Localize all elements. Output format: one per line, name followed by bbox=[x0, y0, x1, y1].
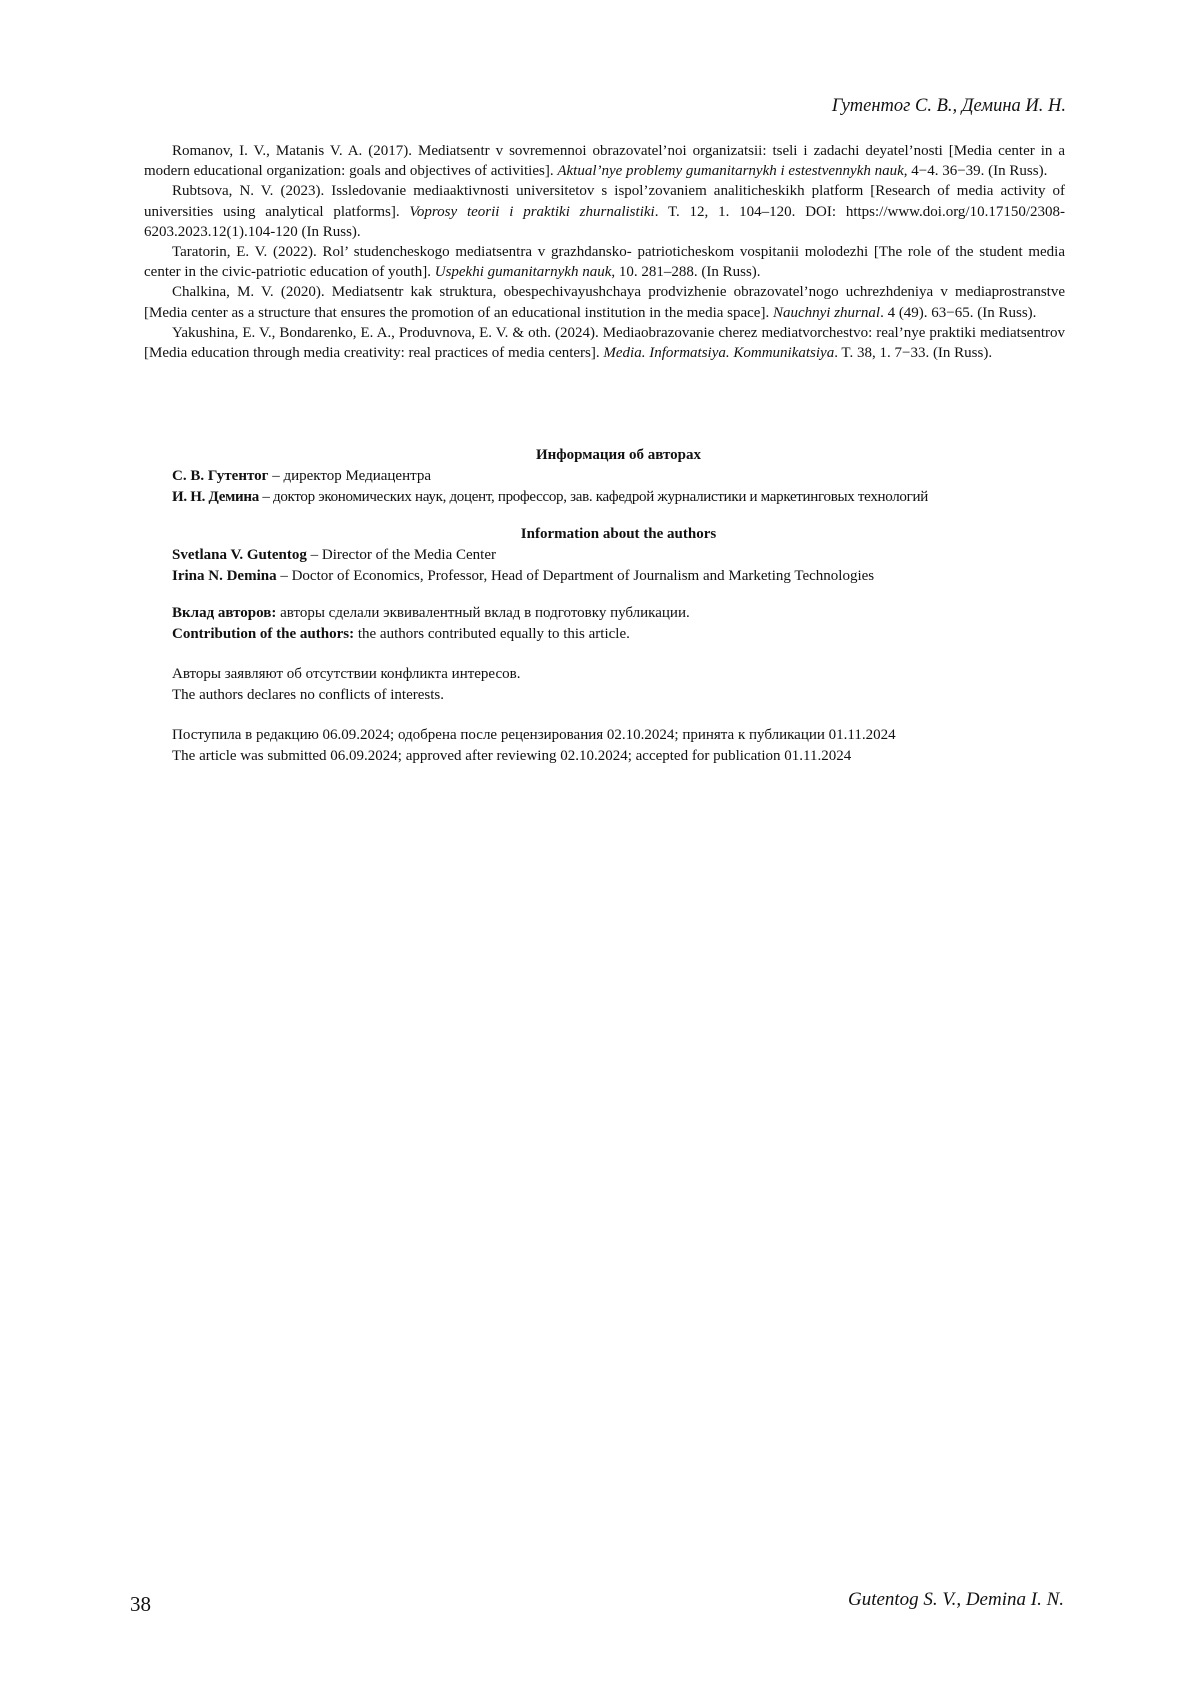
conflicts-block bbox=[172, 664, 1065, 706]
reference-text: Taratorin, E. V. (2022). Rol’ studencheskogo mediatsentra v grazhdansko- patrioticheskom vospitanii molodezhi [The role of the student media center in the civic-patriotic education of youth]. bbox=[144, 244, 1065, 281]
contribution-en-label: Contribution of the authors: bbox=[172, 626, 355, 642]
reference-text: Romanov, I. V., Matanis V. A. (2017). Mediatsentr v sovremennoi obrazovatel’noi organizatsii: tseli i zadachi deyatel’nosti [Media center in a modern educational organization: goals and objectives of activities]. bbox=[144, 143, 1065, 180]
reference-text: Chalkina, M. V. (2020). Mediatsentr kak struktura, obespechivayushchaya prodvizhenie obrazovatel’nogo uchrezhdeniya v mediaprostranstve [Media center as a structure that ensures the promotion of an educational institution in the media space]. bbox=[144, 284, 1065, 321]
reference-item bbox=[144, 242, 1065, 282]
reference-journal: Uspekhi gumanitarnykh nauk bbox=[434, 264, 612, 281]
reference-list bbox=[144, 141, 1065, 363]
reference-journal: Nauchnyi zhurnal bbox=[772, 304, 881, 321]
author-entry bbox=[172, 566, 1065, 587]
reference-details: . T. 12, 1. 104–120. DOI: https://www.doi.org/10.17150/2308-6203.2023.12(1).104-120 (In Russ). bbox=[144, 203, 1065, 240]
author-name: Irina N. Demina bbox=[172, 568, 277, 584]
reference-details: , 10. 281–288. (In Russ). bbox=[611, 264, 761, 281]
author-entry bbox=[172, 466, 1065, 487]
reference-item bbox=[144, 181, 1065, 242]
contribution-ru-label: Вклад авторов: bbox=[172, 605, 277, 621]
reference-journal: Voprosy teorii i praktiki zhurnalistiki bbox=[409, 203, 655, 220]
dates-en: The article was submitted 06.09.2024; approved after reviewing 02.10.2024; accepted for publication 01.11.2024 bbox=[172, 748, 852, 764]
author-entry bbox=[172, 487, 1065, 508]
reference-item bbox=[144, 323, 1065, 363]
author-description: – Doctor of Economics, Professor, Head of Department of Journalism and Marketing Technologies bbox=[276, 568, 875, 584]
contribution-block bbox=[172, 603, 1065, 645]
author-name: И. Н. Демина bbox=[172, 489, 259, 505]
reference-details: . T. 38, 1. 7−33. (In Russ). bbox=[834, 345, 993, 362]
reference-journal: Aktual’nye problemy gumanitarnykh i estestvennykh nauk bbox=[557, 163, 904, 180]
contribution-en bbox=[172, 624, 1065, 645]
reference-details: . 4 (49). 63−65. (In Russ). bbox=[880, 304, 1037, 321]
contribution-ru bbox=[172, 603, 1065, 624]
author-info-ru bbox=[172, 445, 1065, 508]
dates-block bbox=[172, 725, 1065, 767]
footer-authors: Gutentog S. V., Demina I. N. bbox=[847, 1589, 1064, 1610]
contribution-en-text: the authors contributed equally to this article. bbox=[354, 626, 630, 642]
author-description: – директор Медиацентра bbox=[268, 468, 432, 484]
contribution-ru-text: авторы сделали эквивалентный вклад в подготовку публикации. bbox=[276, 605, 690, 621]
conflicts-en: The authors declares no conflicts of interests. bbox=[172, 687, 444, 703]
reference-item bbox=[144, 282, 1065, 322]
reference-item bbox=[144, 141, 1065, 181]
dates-ru: Поступила в редакцию 06.09.2024; одобрена после рецензирования 02.10.2024; принята к публикации 01.11.2024 bbox=[172, 727, 896, 743]
author-entry bbox=[172, 545, 1065, 566]
reference-text: Rubtsova, N. V. (2023). Issledovanie mediaaktivnosti universitetov s ispol’zovaniem analiticheskikh platform [Research of media activity of universities using analytical platforms]. bbox=[144, 183, 1065, 220]
reference-journal: Media. Informatsiya. Kommunikatsiya bbox=[603, 345, 835, 362]
running-header-authors: Гутентог С. В., Демина И. Н. bbox=[831, 96, 1066, 116]
author-description: – Director of the Media Center bbox=[306, 547, 496, 563]
author-name: С. В. Гутентог bbox=[172, 468, 269, 484]
author-info-en-title: Information about the authors bbox=[520, 526, 717, 542]
reference-details: , 4−4. 36−39. (In Russ). bbox=[903, 163, 1048, 180]
reference-text: Yakushina, E. V., Bondarenko, E. A., Produvnova, E. V. & oth. (2024). Mediaobrazovanie cherez mediatvorchestvo: real’nye praktiki mediatsentrov [Media education through media creativity: real practices of media centers]. bbox=[144, 324, 1065, 362]
author-description: – доктор экономических наук, доцент, профессор, зав. кафедрой журналистики и маркетинговых технологий bbox=[258, 489, 928, 505]
author-name: Svetlana V. Gutentog bbox=[172, 547, 307, 563]
conflicts-ru: Авторы заявляют об отсутствии конфликта интересов. bbox=[172, 666, 521, 682]
author-info-en bbox=[172, 524, 1065, 587]
author-info-ru-title: Информация об авторах bbox=[535, 447, 702, 463]
page-number: 38 bbox=[130, 1592, 151, 1616]
